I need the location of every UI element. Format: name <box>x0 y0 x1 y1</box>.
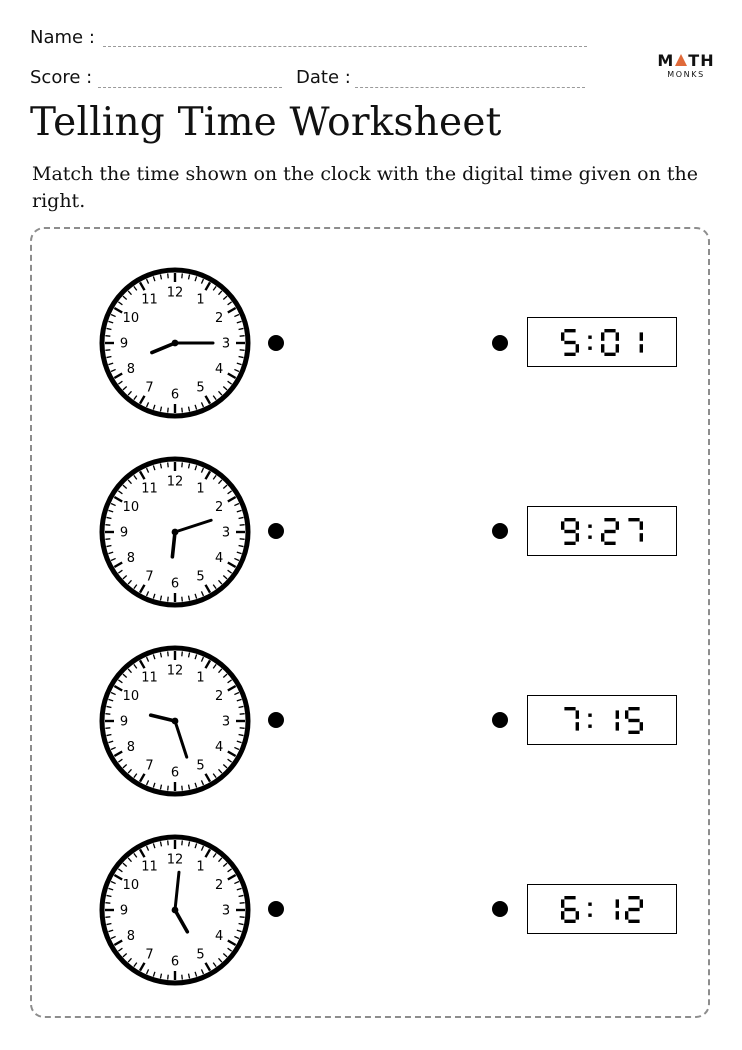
segment <box>616 332 619 340</box>
segment <box>628 919 639 922</box>
segment <box>576 722 579 730</box>
clock-number: 7 <box>145 758 154 774</box>
clock-number: 1 <box>196 859 205 875</box>
clock-number: 6 <box>170 576 180 592</box>
colon-dot <box>588 524 591 527</box>
segment <box>625 710 628 718</box>
clock-number: 3 <box>221 525 231 541</box>
segment <box>564 340 575 343</box>
clock-number: 10 <box>122 311 140 326</box>
clock-number: 3 <box>221 714 231 730</box>
segment <box>564 529 575 532</box>
segment <box>564 352 575 355</box>
date-label: Date : <box>296 67 351 88</box>
clock-tick <box>105 525 110 526</box>
digit <box>601 518 619 545</box>
segment <box>628 518 639 521</box>
clock-number: 3 <box>221 903 231 919</box>
segment <box>640 722 643 730</box>
segment <box>561 332 564 340</box>
digit <box>601 329 619 356</box>
clock-tick <box>182 840 183 845</box>
digit <box>628 518 643 542</box>
clock-number: 9 <box>119 714 129 730</box>
clock-tick <box>168 975 169 980</box>
segment <box>604 529 615 532</box>
clock-number: 8 <box>126 551 135 566</box>
segment <box>616 710 619 718</box>
clock-number: 7 <box>145 380 154 396</box>
segment <box>628 730 639 733</box>
clock-number: 1 <box>196 481 205 497</box>
digital-time <box>561 896 643 923</box>
worksheet-title: Telling Time Worksheet <box>30 100 502 145</box>
right-match-dot[interactable] <box>492 712 508 728</box>
segment <box>625 911 628 919</box>
analog-clock <box>96 453 254 611</box>
segment <box>576 344 579 352</box>
segment <box>628 896 639 899</box>
digit <box>640 332 643 352</box>
clock-number: 9 <box>119 336 129 352</box>
right-match-dot[interactable] <box>492 335 508 351</box>
match-row-2 <box>0 453 742 613</box>
segment <box>604 352 615 355</box>
colon-dot <box>588 902 591 905</box>
match-row-4 <box>0 831 742 991</box>
digital-time <box>561 707 643 734</box>
colon-dot <box>588 535 591 538</box>
digital-clock-box <box>527 695 677 745</box>
segment <box>564 329 575 332</box>
clock-tick <box>168 462 169 467</box>
clock-tick <box>105 903 110 904</box>
score-label: Score : <box>30 67 93 88</box>
clock-number: 6 <box>170 954 180 970</box>
clock-number: 10 <box>122 878 140 893</box>
segment <box>564 907 575 910</box>
clock-tick <box>168 597 169 602</box>
digit <box>561 329 579 356</box>
clock-number: 12 <box>166 663 184 679</box>
segment <box>561 899 564 907</box>
segment <box>564 896 575 899</box>
clock-number: 9 <box>119 903 129 919</box>
match-row-1 <box>0 264 742 424</box>
clock-number: 11 <box>141 481 158 497</box>
right-match-dot[interactable] <box>492 901 508 917</box>
segment <box>628 707 639 710</box>
clock-number: 2 <box>215 878 224 893</box>
clock-tick <box>182 651 183 656</box>
triangle-icon <box>675 54 687 66</box>
segment <box>640 344 643 352</box>
clock-number: 5 <box>196 569 205 585</box>
colon-dot <box>588 346 591 349</box>
match-row-3 <box>0 642 742 802</box>
segment <box>561 521 564 529</box>
clock-tick <box>240 336 245 337</box>
colon-dot <box>588 713 591 716</box>
clock-tick <box>168 408 169 413</box>
clock-tick <box>182 273 183 278</box>
clock-number: 10 <box>122 689 140 704</box>
segment <box>628 907 639 910</box>
clock-center <box>172 340 179 347</box>
segment <box>564 707 575 710</box>
clock-number: 12 <box>166 285 184 301</box>
clock-number: 2 <box>215 689 224 704</box>
clock-tick <box>182 975 183 980</box>
clock-tick <box>240 714 245 715</box>
segment <box>640 521 643 529</box>
left-match-dot[interactable] <box>268 523 284 539</box>
digital-clock-box <box>527 317 677 367</box>
clock-tick <box>182 786 183 791</box>
clock-tick <box>240 903 245 904</box>
clock-center <box>172 529 179 536</box>
segment <box>576 911 579 919</box>
clock-number: 7 <box>145 947 154 963</box>
clock-number: 8 <box>126 362 135 377</box>
clock-tick <box>105 714 110 715</box>
segment <box>561 911 564 919</box>
clock-number: 8 <box>126 929 135 944</box>
clock-number: 4 <box>215 362 224 377</box>
colon-dot <box>588 724 591 727</box>
clock-number: 9 <box>119 525 129 541</box>
clock-tick <box>240 350 245 351</box>
clock-number: 2 <box>215 311 224 326</box>
digit <box>564 707 579 731</box>
clock-tick <box>182 408 183 413</box>
clock-tick <box>168 840 169 845</box>
segment <box>604 541 615 544</box>
analog-clock <box>96 642 254 800</box>
instructions: Match the time shown on the clock with the digital time given on the right. <box>32 163 698 212</box>
digit <box>616 710 619 730</box>
score-field[interactable] <box>98 87 282 88</box>
clock-number: 11 <box>141 292 158 308</box>
segment <box>640 533 643 541</box>
clock-number: 12 <box>166 852 184 868</box>
segment <box>576 521 579 529</box>
segment <box>640 332 643 340</box>
segment <box>601 332 604 340</box>
clock-number: 10 <box>122 500 140 515</box>
clock-tick <box>105 539 110 540</box>
segment <box>601 533 604 541</box>
digit <box>625 707 643 734</box>
segment <box>601 344 604 352</box>
digit <box>616 899 619 919</box>
clock-number: 5 <box>196 758 205 774</box>
left-match-dot[interactable] <box>268 901 284 917</box>
date-field[interactable] <box>355 87 585 88</box>
segment <box>604 329 615 332</box>
clock-tick <box>182 462 183 467</box>
clock-tick <box>240 917 245 918</box>
segment <box>604 518 615 521</box>
segment <box>640 899 643 907</box>
clock-number: 1 <box>196 670 205 686</box>
clock-tick <box>168 651 169 656</box>
math-monks-logo: M TH MONKS <box>657 51 715 79</box>
clock-tick <box>168 786 169 791</box>
clock-number: 5 <box>196 947 205 963</box>
clock-number: 2 <box>215 500 224 515</box>
left-match-dot[interactable] <box>268 712 284 728</box>
clock-tick <box>240 728 245 729</box>
segment <box>564 518 575 521</box>
segment <box>616 899 619 907</box>
clock-tick <box>240 525 245 526</box>
digit <box>561 518 579 545</box>
colon-dot <box>588 335 591 338</box>
right-match-dot[interactable] <box>492 523 508 539</box>
clock-number: 6 <box>170 765 180 781</box>
clock-tick <box>168 273 169 278</box>
clock-number: 11 <box>141 859 158 875</box>
clock-number: 7 <box>145 569 154 585</box>
segment <box>616 344 619 352</box>
digit <box>625 896 643 923</box>
clock-tick <box>105 350 110 351</box>
clock-center <box>172 907 179 914</box>
clock-number: 12 <box>166 474 184 490</box>
clock-number: 1 <box>196 292 205 308</box>
colon-dot <box>588 913 591 916</box>
clock-tick <box>105 336 110 337</box>
clock-number: 4 <box>215 929 224 944</box>
left-match-dot[interactable] <box>268 335 284 351</box>
clock-number: 3 <box>221 336 231 352</box>
segment <box>576 533 579 541</box>
segment <box>616 521 619 529</box>
clock-number: 4 <box>215 551 224 566</box>
segment <box>576 710 579 718</box>
segment <box>616 722 619 730</box>
clock-tick <box>105 917 110 918</box>
clock-number: 11 <box>141 670 158 686</box>
analog-clock <box>96 831 254 989</box>
digital-time <box>561 329 643 356</box>
segment <box>564 541 575 544</box>
clock-center <box>172 718 179 725</box>
segment <box>616 911 619 919</box>
analog-clock <box>96 264 254 422</box>
clock-tick <box>182 597 183 602</box>
segment <box>628 718 639 721</box>
name-label: Name : <box>30 27 95 48</box>
digit <box>561 896 579 923</box>
clock-number: 8 <box>126 740 135 755</box>
clock-number: 6 <box>170 387 180 403</box>
digital-clock-box <box>527 506 677 556</box>
clock-tick <box>105 728 110 729</box>
clock-number: 4 <box>215 740 224 755</box>
clock-tick <box>240 539 245 540</box>
clock-number: 5 <box>196 380 205 396</box>
name-field[interactable] <box>103 46 587 47</box>
digital-time <box>561 518 643 545</box>
digital-clock-box <box>527 884 677 934</box>
segment <box>564 919 575 922</box>
